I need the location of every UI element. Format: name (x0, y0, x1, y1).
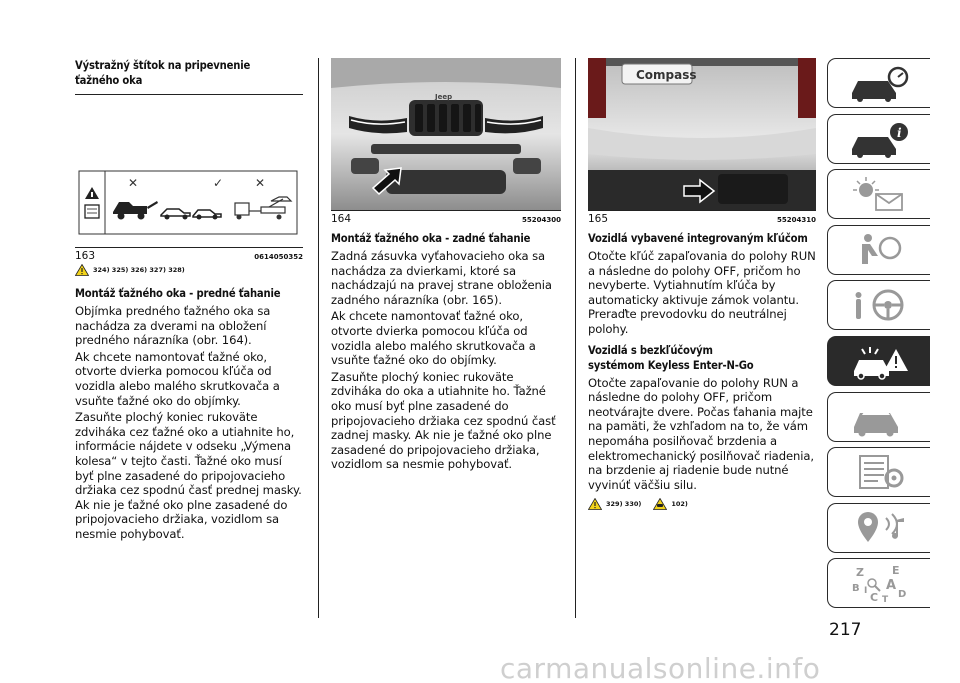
figure-number: 164 (331, 213, 352, 225)
steering-wheel-icon (846, 285, 912, 325)
figure-caption (75, 250, 303, 262)
sidebar-tab-multimedia[interactable] (827, 503, 930, 553)
warning-refs-text: 329) 330) (606, 500, 642, 509)
car-breakdown-icon (846, 341, 912, 381)
airbag-person-icon (846, 230, 912, 270)
index-letter: Z (856, 566, 864, 580)
page-number: 217 (829, 620, 862, 640)
paragraph: Ak chcete namontovať ťažné oko, otvorte dvierka pomocou kľúča od vozidla alebo malého skrutkovača a vsuňte ťažné oko do objímky. (331, 309, 536, 368)
car-info-icon (846, 119, 912, 159)
sidebar-tab-emergency[interactable] (827, 336, 930, 386)
figure-number: 163 (75, 250, 96, 262)
spec-list-icon (846, 452, 912, 492)
sidebar-tab-info[interactable] (827, 114, 930, 164)
column-1 (75, 58, 303, 544)
subheading-integrated-key: Vozidlá vybavené integrovaným kľúčom (588, 231, 808, 245)
sidebar-tab-dashboard[interactable] (827, 58, 930, 108)
paragraph: Objímka predného ťažného oka sa nachádza za dverami na obložení predného nárazníka (obr. 164). (75, 304, 271, 348)
index-letter: T (882, 595, 889, 604)
paragraph: Zasuňte plochý koniec rukoväte zdviháka do oka a utiahnite ho. Ťažné oko musí byť plne zasadené do pripojovacieho držiaka cez spodnú časť zadnej masky. Ak nie je ťažné oko plne zasadené do pripojovacieho držiaka, vozidlom sa nesmie pohybovať. (331, 369, 556, 472)
column-divider-2 (575, 58, 576, 618)
brand-badge: Compass (636, 68, 697, 82)
caution-car-icon (653, 498, 667, 510)
column-3 (588, 58, 816, 510)
light-mail-icon (846, 174, 912, 214)
svg-text:✕: ✕ (128, 176, 139, 190)
figure-rule (331, 210, 561, 211)
warning-refs-text: 324) 325) 326) 327) 328) (93, 266, 185, 274)
warning-references (75, 264, 303, 276)
figure-caption (331, 213, 561, 225)
section-title: Výstražný štítok na pripevnenie ťažného oka (75, 58, 251, 87)
sidebar-tab-specs[interactable] (827, 447, 930, 497)
paragraph: Otočte kľúč zapaľovania do polohy RUN a následne do polohy OFF, pričom ho nevyberte. Vytiahnutím kľúča by automaticky aktivuje zámok volantu. Preraďte prevodovku do neutrálnej polohy. (588, 249, 816, 336)
rear-bumper-image (588, 58, 816, 210)
warning-label-figure (75, 95, 303, 247)
index-letter: I (864, 586, 868, 597)
subheading-keyless: Vozidlá s bezkľúčovým systémom Keyless Enter-N-Go (588, 342, 754, 372)
media-navigation-icon (846, 508, 912, 548)
index-letter: B (852, 583, 860, 595)
index-letter: E (892, 564, 900, 578)
subheading-front-towing: Montáž ťažného oka - predné ťahanie (75, 286, 281, 300)
front-bumper-image (331, 58, 561, 210)
column-2 (331, 58, 561, 474)
paragraph: Zasuňte plochý koniec rukoväte zdviháka cez ťažné oko a utiahnite ho, informácie nájdete v odseku „Výmena kolesa“ v tejto časti. Ťažné oko musí byť plne zasadené do pripojovacieho držiaka cez spodnú časť prednej masky. Ak nie je ťažné oko plne zasadené do pripojovacieho držiaka, vozidlom sa nesmie pohybovať. (75, 410, 302, 541)
warning-label-illustration (75, 95, 303, 247)
svg-text:✓: ✓ (213, 176, 224, 190)
body-text (588, 249, 816, 337)
figure-rule (588, 210, 816, 211)
subheading-rear-towing: Montáž ťažného oka - zadné ťahanie (331, 231, 531, 245)
body-text (331, 249, 561, 472)
sidebar-tab-lights[interactable] (827, 169, 930, 219)
watermark: carmanualsonline.info (500, 652, 821, 683)
svg-text:i: i (897, 125, 902, 140)
body-text (75, 304, 303, 542)
warning-triangle-icon (588, 498, 602, 510)
sidebar-tab-service[interactable] (827, 392, 930, 442)
figure-rule (75, 247, 303, 248)
body-text (588, 376, 816, 493)
paragraph: Ak chcete namontovať ťažné oko, otvorte dvierka pomocou kľúča od vozidla alebo malého skrutkovača a vsuňte ťažné oko do objímky. (75, 349, 280, 408)
paragraph: Otočte zapaľovanie do polohy RUN a následne do polohy OFF, pričom neotvárajte dvere. Počas ťahania majte na pamäti, že vzhľadom na to, že vám nepomáha posilňovač brzdenia a elektromechanický posilňovač riadenia, na brzdenie aj riadenie bude nutné vyvinúť väčšiu silu. (588, 375, 814, 492)
figure-code: 55204310 (777, 216, 816, 224)
figure-code: 0614050352 (254, 253, 303, 261)
svg-text:✕: ✕ (255, 176, 266, 190)
index-letter: C (870, 591, 879, 604)
figure-code: 55204300 (522, 216, 561, 224)
sidebar-tab-safety[interactable] (827, 225, 930, 275)
figure-number: 165 (588, 213, 609, 225)
index-letter: D (898, 589, 907, 601)
rear-bumper-photo (588, 58, 816, 210)
sidebar-tab-index[interactable] (827, 558, 930, 608)
car-service-icon (846, 397, 912, 437)
car-dashboard-icon (846, 63, 912, 103)
index-letter: A (886, 578, 897, 594)
figure-caption (588, 213, 816, 225)
warning-triangle-icon (75, 264, 89, 276)
column-divider-1 (318, 58, 319, 618)
front-bumper-photo (331, 58, 561, 210)
paragraph: Zadná zásuvka vyťahovacieho oka sa nachádza za dvierkami, ktoré sa nachádzajú na pravej strane obloženia zadného nárazníka (obr. 165). (331, 249, 552, 307)
chapter-sidebar (827, 58, 930, 614)
brand-badge: Jeep (435, 93, 453, 101)
sidebar-tab-driving[interactable] (827, 280, 930, 330)
caution-refs-text: 102) (671, 500, 688, 509)
alphabet-index-icon (846, 563, 912, 603)
warning-references (588, 498, 816, 510)
